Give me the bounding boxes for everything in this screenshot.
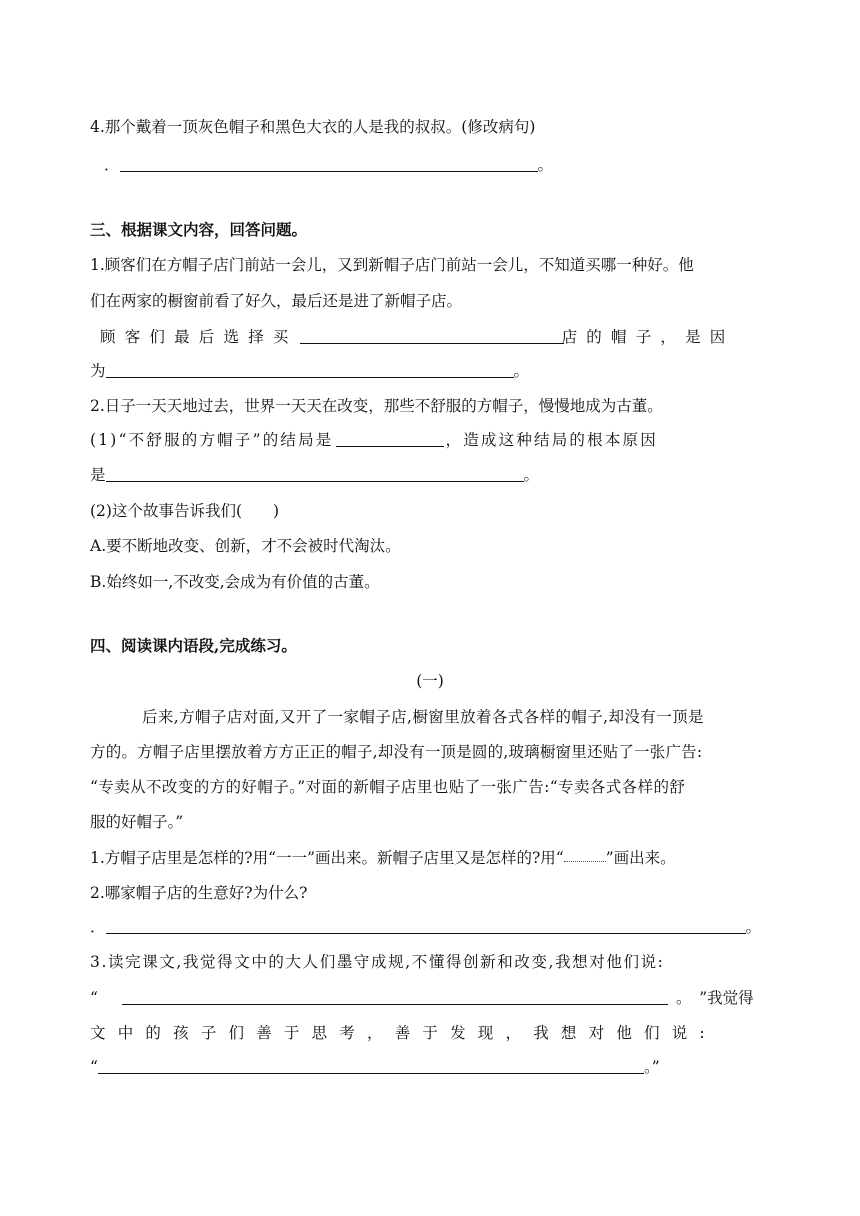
s3-q2-option-b[interactable]: B.始终如一,不改变,会成为有价值的古董。 [90, 573, 380, 591]
passage-line2: 方的。方帽子店里摆放着方方正正的帽子,却没有一顶是圆的,玻璃橱窗里还贴了一张广告: [90, 743, 703, 761]
q4-answer-blank[interactable] [120, 155, 538, 172]
q4-answer-end: 。 [537, 156, 554, 174]
passage-line3: “专卖从不改变的方的好帽子。”对面的新帽子店里也贴了一张广告:“专卖各式各样的舒 [90, 778, 686, 796]
s3-q2-sub1-blank1[interactable] [336, 430, 444, 447]
s4-q3-line3: 文中的孩子们善于思考，善于发现，我想对他们说: [90, 1024, 717, 1042]
s3-q1-fill-line [100, 326, 735, 348]
s4-q3-close2: 。” [643, 1058, 660, 1076]
passage-line4: 服的好帽子。” [90, 813, 184, 831]
section4-title: 四、阅读课内语段,完成练习。 [90, 636, 297, 655]
s4-q3-close1: 。 ”我觉得 [675, 989, 754, 1007]
s4-q2-blank[interactable] [106, 917, 746, 934]
s3-q2-sub1-a: (1)“不舒服的方帽子”的结局是 [90, 431, 334, 449]
s4-q3-line1: 3.读完课文,我觉得文中的大人们墨守成规,不懂得创新和改变,我想对他们说: [90, 953, 665, 971]
s4-q3-open2: “ [90, 1058, 98, 1076]
s3-q1-line2: 们在两家的橱窗前看了好久，最后还是进了新帽子店。 [90, 292, 463, 310]
wavy-underline-icon [564, 853, 606, 862]
s4-q2-end: 。 [745, 918, 762, 936]
s3-q2-sub1-blank2[interactable] [106, 465, 524, 482]
s4-q2-answer-line [90, 916, 761, 938]
s3-q1-fill-c: 为 [90, 362, 106, 380]
passage-label: (一) [416, 672, 444, 690]
s4-q3-open1: “ [90, 989, 98, 1007]
passage-line1: 后来,方帽子店对面,又开了一家帽子店,橱窗里放着各式各样的帽子,却没有一顶是 [142, 708, 704, 726]
s3-q1-line1: 1.顾客们在方帽子店门前站一会儿，又到新帽子店门前站一会儿，不知道买哪一种好。他 [90, 256, 694, 274]
s4-q1-a: 1.方帽子店里是怎样的?用“一一”画出来。新帽子店里又是怎样的?用“ [90, 849, 564, 867]
q4-answer-prefix: ． [104, 156, 120, 174]
s4-q1-b: ”画出来。 [605, 849, 676, 867]
s3-q1-fill-line2 [90, 360, 529, 382]
s3-q2-sub1-line [90, 429, 658, 451]
s4-q3-line4 [90, 1056, 660, 1078]
s4-q3-blank1[interactable] [122, 988, 668, 1005]
s3-q1-blank2[interactable] [106, 361, 514, 378]
s3-q2-sub2: (2)这个故事告诉我们( ) [90, 502, 280, 520]
s3-q1-fill-end: 。 [513, 362, 530, 380]
s4-q1-line [90, 847, 676, 869]
s3-q2-line: 2.日子一天天地过去，世界一天天在改变，那些不舒服的方帽子，慢慢地成为古董。 [90, 397, 663, 415]
s4-q3-line2 [90, 987, 754, 1009]
section3-title: 三、根据课文内容，回答问题。 [90, 220, 308, 239]
s3-q2-sub1-c: 是 [90, 466, 106, 484]
s3-q2-sub1-end: 。 [523, 466, 540, 484]
s3-q2-sub1-b: ，造成这种结局的根本原因 [445, 431, 658, 449]
s3-q1-fill-b: 店的帽子，是因 [561, 328, 735, 346]
q4-prompt: 4.那个戴着一顶灰色帽子和黑色大衣的人是我的叔叔。(修改病句) [90, 118, 536, 136]
s4-q2-line: 2.哪家帽子店的生意好?为什么? [90, 884, 308, 902]
s3-q1-blank1[interactable] [300, 327, 564, 344]
s4-q3-blank2[interactable] [98, 1057, 644, 1074]
s3-q2-sub1-line2 [90, 464, 539, 486]
s4-q2-prefix: ． [90, 918, 106, 936]
s3-q2-option-a[interactable]: A.要不断地改变、创新，才不会被时代淘汰。 [90, 537, 401, 555]
s3-q1-fill-a: 顾客们最后选择买 [100, 328, 298, 346]
q4-answer-line [104, 154, 553, 176]
